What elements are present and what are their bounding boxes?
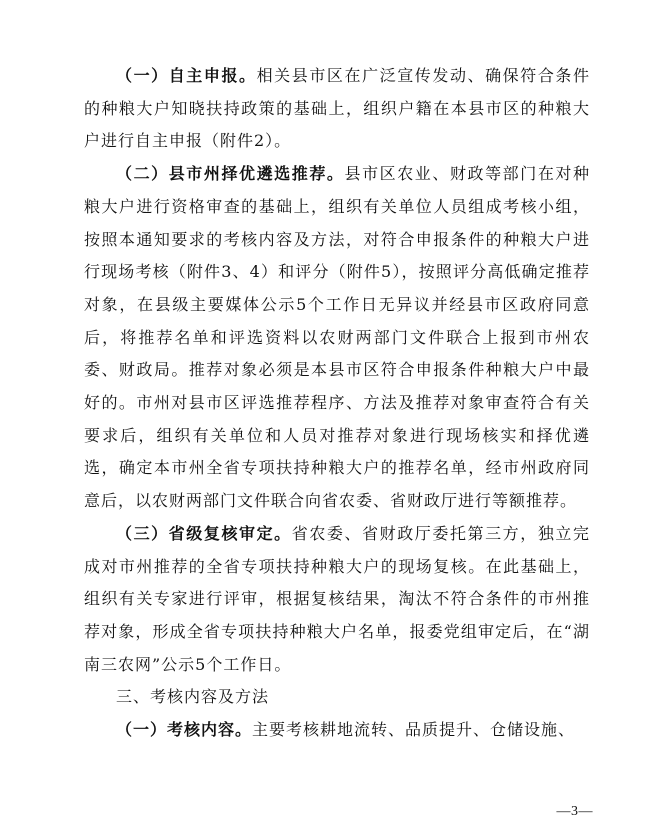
section-heading: 三、考核内容及方法	[116, 687, 270, 707]
paragraph-county-recommendation	[84, 158, 590, 518]
paragraph-assessment-content	[84, 714, 590, 747]
paragraph-text: 省农委、省财政厅委托第三方，独立完成对市州推荐的全省专项扶持种粮大户的现场复核。在此基础上，组织有关专家进行评审，根据复核结果，淘汰不符合条件的市州推荐对象，形成全省专项扶持种粮大户名单，报委党组审定后，在“湖南三农网”公示5个工作日。	[84, 523, 590, 674]
page-number: —3—	[556, 804, 593, 819]
paragraph-provincial-review	[84, 518, 590, 682]
paragraph-text: 县市区农业、财政等部门在对种粮大户进行资格审查的基础上，组织有关单位人员组成考核小组，按照本通知要求的考核内容及方法，对符合申报条件的种粮大户进行现场考核（附件3、4）和评分（附件5），按照评分高低确定推荐对象，在县级主要媒体公示5个工作日无异议并经县市区政府同意后，将推荐名单和评选资料以农财两部门文件联合上报到市州农委、财政局。推荐对象必须是本县市区符合申报条件种粮大户中最好的。市州对县市区评选推荐程序、方法及推荐对象审查符合有关要求后，组织有关单位和人员对推荐对象进行现场核实和择优遴选，确定本市州全省专项扶持种粮大户的推荐名单，经市州政府同意后，以农财两部门文件联合向省农委、省财政厅进行等额推荐。	[84, 164, 590, 511]
paragraph-lead: （一）考核内容。	[116, 720, 253, 740]
paragraph-lead: （一）自主申报。	[116, 66, 257, 85]
document-body	[84, 60, 590, 747]
paragraph-text: 相关县市区在广泛宣传发动、确保符合条件的种粮大户知晓扶持政策的基础上，组织户籍在本县市区的种粮大户进行自主申报（附件2）。	[84, 66, 590, 151]
paragraph-text: 主要考核耕地流转、品质提升、仓储设施、	[252, 720, 576, 740]
paragraph-self-application	[84, 60, 590, 158]
paragraph-lead: （二）县市州择优遴选推荐。	[116, 164, 345, 184]
paragraph-lead: （三）省级复核审定。	[116, 523, 292, 543]
